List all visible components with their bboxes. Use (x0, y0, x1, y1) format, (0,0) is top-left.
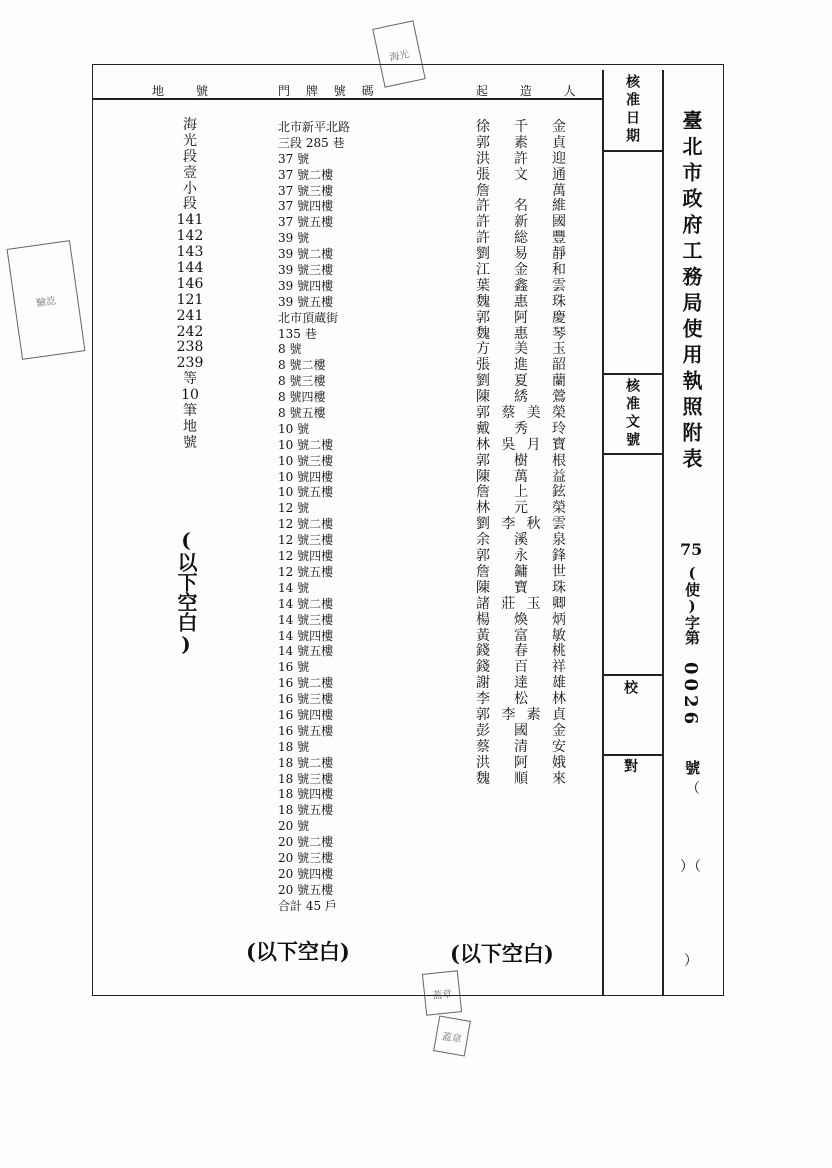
side-rule-3 (602, 453, 664, 455)
land-number-item: 號 (183, 434, 197, 451)
approve-doc-label: 核准文號 (624, 378, 640, 450)
applicant-name: 徐 千 金 (476, 119, 566, 135)
land-number-item: 光 (183, 132, 197, 149)
paren-1: （ (686, 781, 700, 797)
applicant-name: 彭 國 金 (476, 722, 566, 739)
land-number-item: 142 (176, 228, 204, 245)
applicant-name: 葉 鑫 雲 (476, 277, 566, 294)
land-blank-note: (以下空白) (174, 528, 198, 656)
applicant-name: 戴 秀 玲 (476, 420, 566, 437)
doorplate-item: 135 巷 (278, 326, 317, 341)
land-number-item: 144 (176, 260, 204, 277)
side-divider (602, 70, 604, 996)
land-number-item: 小 (183, 180, 197, 197)
applicant-name: 劉 李 秋 雲 (476, 516, 566, 533)
applicant-name: 張 文 通 (476, 166, 566, 183)
applicant-name: 詹 萬 (476, 182, 566, 199)
applicant-name: 謝 達 雄 (476, 675, 566, 692)
land-number-item: 238 (176, 339, 204, 356)
applicant-name: 魏 順 來 (476, 770, 566, 787)
approve-date-label: 核准日期 (624, 74, 640, 146)
land-number-item: 121 (176, 291, 204, 308)
applicant-name: 錢 春 桃 (476, 643, 566, 660)
serial-suffix: 號 (683, 760, 701, 775)
side-rule-1 (602, 150, 664, 152)
doorplate-item: 10 號四樓 (278, 469, 334, 484)
applicant-name: 魏 惠 珠 (476, 293, 566, 310)
applicant-name: 洪 阿 娥 (476, 754, 566, 771)
serial-prefix: 75 (680, 540, 703, 559)
doorplate-item: 三段 285 巷 (278, 135, 345, 150)
applicant-name: 洪 許 迎 (476, 150, 566, 167)
applicant-name: 郭 素 貞 (476, 134, 566, 151)
seal-stamp: 蓋章 (433, 1015, 471, 1056)
doorplate-item: 37 號三樓 (278, 183, 334, 198)
doorplate-item: 12 號四樓 (278, 549, 334, 564)
doorplate-item: 14 號四樓 (278, 628, 334, 643)
land-number-item: 筆 (183, 403, 197, 420)
land-number-item: 141 (176, 212, 204, 229)
land-number-item: 等 (183, 371, 197, 388)
land-number-item: 239 (176, 355, 204, 372)
doorplate-item: 37 號四樓 (278, 199, 334, 214)
doorplate-item: 39 號四樓 (278, 278, 334, 293)
applicant-name: 郭 永 鋒 (476, 548, 566, 565)
applicant-name: 陳 綉 鶯 (476, 389, 566, 406)
land-number-item: 段 (183, 148, 197, 165)
serial-number: 0026 (680, 662, 701, 729)
doorplate-item: 14 號二樓 (278, 596, 334, 611)
doorplate-item: 37 號五樓 (278, 215, 334, 230)
paren-2: ）（ (680, 859, 701, 875)
applicant-name: 李 松 林 (476, 691, 566, 708)
applicant-name: 方 美 玉 (476, 341, 566, 358)
doorplate-item: 18 號五樓 (278, 803, 334, 818)
doorplate-item: 北市頂蔵街 (278, 310, 339, 325)
doorplate-item: 14 號五樓 (278, 644, 334, 659)
doorplate-item: 12 號五樓 (278, 564, 334, 579)
applicant-name: 許 新 國 (476, 214, 566, 231)
document-title: 臺北市政府工務局使用執照附表 (679, 110, 703, 474)
header-doorplate: 門 牌 號 碼 (278, 84, 380, 98)
doorplate-list (278, 120, 350, 915)
seal-stamp: 海光 (372, 20, 426, 87)
doorplate-item: 39 號五樓 (278, 294, 334, 309)
doorplate-item: 8 號二樓 (278, 358, 326, 373)
doorplate-item: 12 號三樓 (278, 533, 334, 548)
land-number-item: 146 (176, 275, 204, 292)
doorplate-item: 合計 45 戶 (278, 898, 337, 913)
doorplate-item: 14 號三樓 (278, 612, 334, 627)
doorplate-item: 18 號四樓 (278, 787, 334, 802)
doorplate-item: 20 號二樓 (278, 835, 334, 850)
doorplate-item: 39 號 (278, 231, 310, 246)
applicant-name: 郭 李 素 貞 (476, 706, 566, 723)
doorplate-item: 10 號五樓 (278, 485, 334, 500)
doorplate-item: 18 號三樓 (278, 771, 334, 786)
applicant-name: 張 進 韶 (476, 357, 566, 374)
applicant-name: 許 総 豐 (476, 230, 566, 247)
doorplate-item: 20 號四樓 (278, 866, 334, 881)
paren-3: ） (684, 953, 698, 969)
applicant-name: 劉 易 靜 (476, 246, 566, 263)
doorplate-item: 8 號三樓 (278, 374, 326, 389)
applicant-name: 郭 蔡 美 榮 (476, 405, 566, 422)
doorplate-item: 20 號 (278, 819, 310, 834)
doorplate-blank-note: (以下空白) (246, 939, 350, 964)
applicant-name: 劉 夏 蘭 (476, 373, 566, 390)
doorplate-item: 16 號四樓 (278, 707, 334, 722)
seal-stamp: 蓋章 (422, 970, 462, 1016)
side-inner-divider (662, 70, 664, 996)
applicant-name: 余 溪 泉 (476, 532, 566, 549)
side-rule-4 (602, 674, 664, 676)
doorplate-item: 39 號二樓 (278, 247, 334, 262)
applicant-name: 許 名 維 (476, 198, 566, 215)
land-number-item: 海 (183, 117, 197, 133)
doorplate-item: 12 號 (278, 501, 310, 516)
doorplate-item: 16 號二樓 (278, 676, 334, 691)
applicant-name: 諸 莊 玉 卿 (476, 595, 566, 612)
header-applicant: 起 造 人 (476, 84, 590, 98)
doorplate-item: 12 號二樓 (278, 517, 334, 532)
doorplate-item: 39 號三樓 (278, 263, 334, 278)
land-number-item: 242 (176, 323, 204, 340)
applicant-name: 江 金 和 (476, 262, 566, 279)
doorplate-item: 16 號 (278, 660, 310, 675)
applicant-name: 陳 萬 益 (476, 468, 566, 485)
doorplate-item: 10 號 (278, 421, 310, 436)
applicant-name: 詹 上 鉉 (476, 484, 566, 501)
doorplate-item: 20 號三樓 (278, 850, 334, 865)
applicant-name: 魏 惠 琴 (476, 325, 566, 342)
doorplate-item: 16 號五樓 (278, 723, 334, 738)
applicant-name: 林 元 榮 (476, 500, 566, 517)
applicant-name: 楊 煥 炳 (476, 611, 566, 628)
land-number-item: 壹 (183, 164, 197, 181)
applicant-name: 詹 鏞 世 (476, 563, 566, 580)
doorplate-item: 37 號二樓 (278, 167, 334, 182)
doorplate-item: 16 號三樓 (278, 692, 334, 707)
doorplate-item: 18 號 (278, 739, 310, 754)
land-number-item: 143 (176, 244, 204, 261)
applicant-name: 錢 百 祥 (476, 659, 566, 676)
applicant-name: 郭 樹 根 (476, 452, 566, 469)
land-number-item: 10 (181, 387, 199, 404)
doorplate-item: 14 號 (278, 580, 310, 595)
doorplate-item: 10 號二樓 (278, 437, 334, 452)
header-land-no: 地 號 (152, 84, 222, 98)
doorplate-item: 18 號二樓 (278, 755, 334, 770)
applicant-name: 蔡 清 安 (476, 738, 566, 755)
doorplate-item: 8 號五樓 (278, 406, 326, 421)
doorplate-item: 北市新平北路 (278, 120, 351, 134)
seal-stamp: 驗訖 (7, 240, 86, 360)
land-number-item: 241 (176, 307, 204, 324)
proofread-label: 校 對 (622, 680, 638, 803)
applicant-name: 郭 阿 慶 (476, 309, 566, 326)
side-rule-2 (602, 373, 664, 375)
doorplate-item: 8 號四樓 (278, 390, 326, 405)
serial-mid: (使)字第 (683, 564, 701, 645)
land-number-list (170, 118, 210, 452)
doorplate-item: 37 號 (278, 151, 310, 166)
applicant-name: 陳 寶 珠 (476, 579, 566, 596)
doorplate-item: 10 號三樓 (278, 453, 334, 468)
applicant-name: 黃 富 敏 (476, 627, 566, 644)
doorplate-item: 8 號 (278, 342, 302, 357)
land-number-item: 地 (183, 418, 197, 435)
applicant-name: 林 吳 月 寶 (476, 436, 566, 453)
applicant-blank-note: (以下空白) (450, 941, 554, 966)
land-number-item: 段 (183, 196, 197, 213)
doorplate-item: 20 號五樓 (278, 882, 334, 897)
applicant-list (476, 120, 566, 787)
